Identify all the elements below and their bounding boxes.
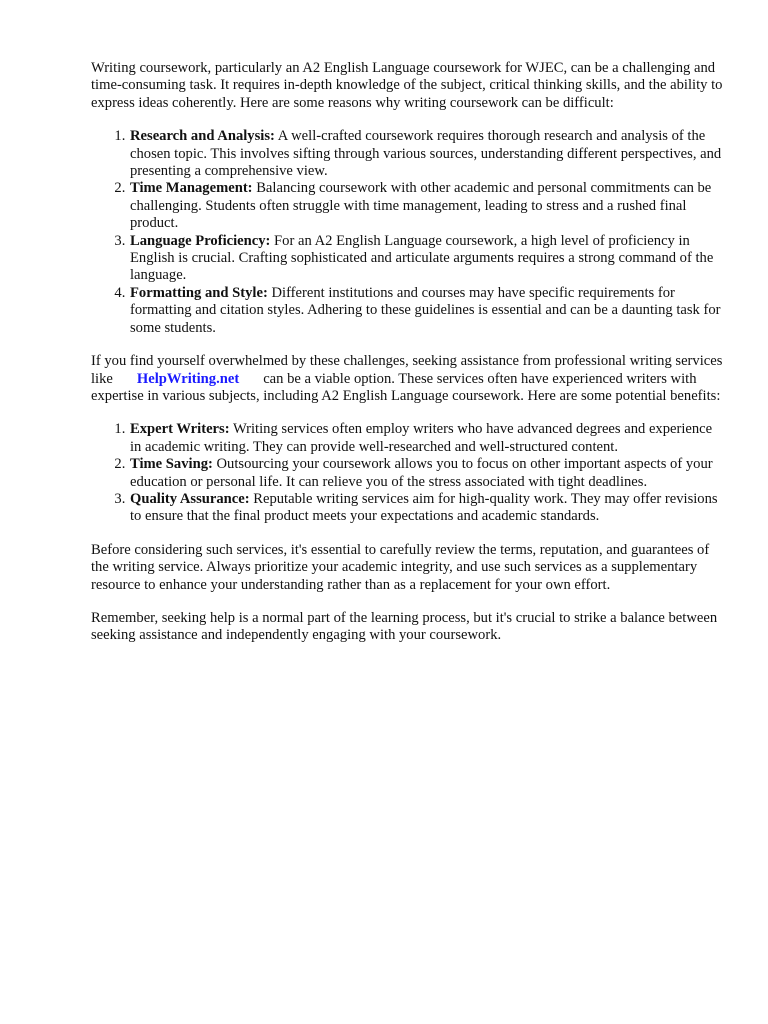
list-item [129,491,727,526]
list-item-text: Balancing coursework with other academic and personal commitments can be challenging. Students often struggle with time management, leading to stress and a rushed final product. [130,180,712,232]
intro-paragraph: Writing coursework, particularly an A2 English Language coursework for WJEC, can be a challenging and time-consuming task. It requires in-depth knowledge of the subject, critical thinking skills, and the ability to express ideas coherently. Here are some reasons why writing coursework can be difficult: [91,60,723,111]
list-item [129,128,727,180]
list-item-text: Reputable writing services aim for high-quality work. They may offer revisions to ensure that the final product meets your expectations and academic standards. [130,490,718,525]
assistance-text-after: can be a viable option. These services often have experienced writers with expertise in various subjects, including A2 English Language coursework. Here are some potential benefits: [91,370,721,404]
list-item-text: Writing services often employ writers who have advanced degrees and experience in academic writing. They can provide well-researched and well-structured content. [130,421,713,455]
list-item-text: For an A2 English Language coursework, a high level of proficiency in English is crucial. Crafting sophisticated and articulate arguments requires a strong command of the language. [130,232,714,284]
list-item-term: Quality Assurance: [130,490,250,507]
list-item-term: Research and Analysis: [130,128,275,145]
reasons-list [91,128,727,337]
benefits-list [91,421,727,525]
list-item-text: Different institutions and courses may have specific requirements for formatting and citation styles. Adhering to these guidelines is essential and can be a daunting task for some students. [130,284,721,336]
list-item-text: A well-crafted coursework requires thorough research and analysis of the chosen topic. This involves sifting through various sources, understanding different perspectives, and presenting a comprehensive view. [130,128,722,180]
helpwriting-link[interactable]: HelpWriting.net [136,370,240,387]
list-item [129,233,727,285]
list-item-term: Formatting and Style: [130,284,268,301]
consider-paragraph: Before considering such services, it's essential to carefully review the terms, reputation, and guarantees of the writing service. Always prioritize your academic integrity, and use such services as a supplementary resource to enhance your understanding rather than as a replacement for your own effort. [91,541,710,593]
list-item [129,180,727,232]
list-item-term: Time Saving: [130,456,213,473]
assistance-text-before: If you find yourself overwhelmed by these challenges, seeking assistance from professional writing services like [91,353,723,387]
remember-paragraph: Remember, seeking help is a normal part of the learning process, but it's crucial to strike a balance between seeking assistance and independently engaging with your coursework. [91,609,718,644]
list-item [129,285,727,337]
list-item-term: Expert Writers: [130,421,230,438]
assistance-paragraph [91,353,727,405]
list-item-text: Outsourcing your coursework allows you to focus on other important aspects of your education or personal life. It can relieve you of the stress associated with tight deadlines. [130,456,713,490]
list-item [129,421,727,456]
document-page [91,60,727,661]
list-item-term: Time Management: [130,180,253,197]
list-item [129,456,727,491]
list-item-term: Language Proficiency: [130,232,271,249]
